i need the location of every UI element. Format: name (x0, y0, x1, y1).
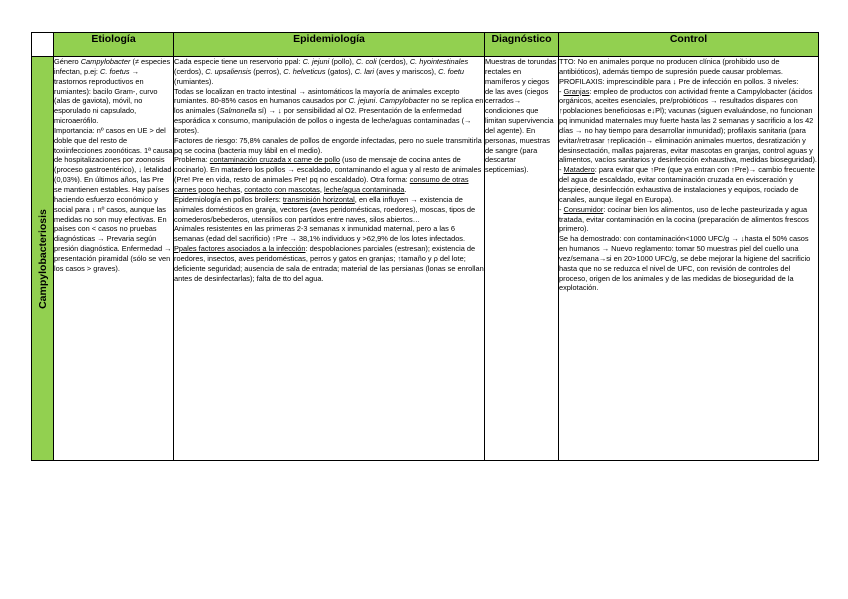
diagnostico-cell (485, 57, 559, 461)
text-segment: sí) → ↓ por sensibilidad al O2. Presentación de la enfermedad esporádica x consumo, manipulación de pollos o ingesta de leche/aguas contaminadas (→ brotes). (174, 106, 472, 135)
text-segment: (gatos), (325, 66, 355, 76)
epidemiologia-cell (174, 57, 485, 461)
header-control: Control (559, 33, 819, 57)
text-segment: (uso de mensaje de cocina antes de cocinarlo). En matadero los pollos → escaldado, contaminando el agua y al resto de animales (Pre! Pre en vida, resto de animales Pre! pq no escaldado). Otra forma: (174, 155, 482, 185)
header-epidemiologia: Epidemiología (174, 33, 485, 57)
text-segment: Género (54, 57, 81, 66)
text-segment: : para evitar que ↑Pre (que ya entran con ↑Pre)→ cambio frecuente del agua de escaldado, evitar contaminación cruzada en evisceración y despiece, desinfección exhaustiva de instalaciones y equipos, rociado de canales, aunque ilegal en Europa). (559, 165, 815, 204)
italic-segment: C. jejuni (348, 96, 376, 106)
text-segment: Animales resistentes en las primeras 2-3 semanas x inmunidad maternal, pero a las 6 semanas (edad del sacrificio) ↑Pre → 38,1% individuos y >62,9% de los lotes infectados. (174, 224, 466, 244)
italic-segment: C. helveticus (283, 66, 326, 76)
italic-segment: C. foetus (100, 66, 130, 76)
text-segment: (rumiantes). (174, 76, 214, 86)
text-segment: Cada especie tiene un reservorio ppal: (174, 57, 303, 66)
italic-segment: C. hyointestinales (409, 57, 469, 66)
underlined-segment: contaminación cruzada x carne de pollo (209, 155, 340, 165)
text-segment: - (559, 86, 564, 96)
italic-segment: Campylobacter (379, 96, 430, 106)
underlined-segment: leche/agua contaminada (323, 184, 405, 194)
text-segment: (perros), (251, 66, 284, 76)
epidemiologia-broilers (174, 195, 484, 225)
etiologia-paragraph (54, 57, 173, 126)
underlined-segment: Ppales factores asociados a la infección (174, 244, 306, 254)
row-label-cell (32, 57, 54, 461)
italic-segment: C. lari (354, 66, 375, 76)
text-segment: Problema: (174, 155, 210, 165)
control-cell (559, 57, 819, 461)
control-tto: TTO: No en animales porque no producen clínica (prohibido uso de antibióticos), además tiempo de supresión puede causar problemas. (559, 57, 783, 76)
epidemiologia-localization (174, 87, 484, 136)
control-matadero (559, 165, 818, 204)
header-etiologia: Etiología (54, 33, 174, 57)
text-segment: , en ella influyen → existencia de animales domésticos en granja, vectores (aves peridomésticas, roedores), moscas, tipos de comederos/bebederos, utensilios con partidos entre naves, silos abiertos… (174, 194, 476, 224)
text-segment: . (404, 184, 407, 194)
control-reglamento: Se ha demostrado: con contaminación<1000 UFC/g → ↓hasta el 50% casos en humanos → Nuevo reglamento: tomar 50 muestras piel del cuello una vez/semana→si en 20>1000 UFC/g, se debe mejorar la higiene del sacrificio hasta que no se reduzca el nivel de UFC, con revisión de controles del proceso, origen de los animales y de las medidas de bioseguridad de la explotación. (559, 234, 811, 293)
control-granjas (559, 87, 818, 166)
row-label: Campylobacteriosis (36, 208, 49, 309)
text-segment: , (240, 184, 245, 194)
control-profilaxis: PROFILAXIS: imprescindible para ↓ Pre de infección en pollos. 3 niveles: (559, 76, 799, 86)
text-segment: - (559, 165, 564, 175)
italic-segment: C. coli (356, 57, 377, 66)
text-segment: (cerdos), (174, 66, 206, 76)
text-segment: (pollo), (329, 57, 356, 66)
text-segment: (aves y mariscos), (374, 66, 439, 76)
etiologia-importance: Importancia: nº casos en UE > del doble que del resto de toxiinfecciones zoonóticas. 1ª causa de hospitalizaciones por zoonosis (proceso gastroentérico), ↓ letalidad (0,03%). En últimos años, las Pre se mantienen estables. Hay países haciendo esfuerzo económico y social para ↓ nº casos, aunque las medidas no son muy efectivas. En países con < casos no pruebas diagnósticas → Prevaria según presión diagnóstica. Enfermedad → presentación piramidal (sólo se ven los casos > graves). (54, 125, 173, 273)
text-segment: (≠ especies infectan, p.ej: (54, 57, 171, 76)
italic-segment: C. upsaliensis (205, 66, 252, 76)
text-segment: - (559, 204, 564, 214)
text-segment: (cerdos), (376, 57, 410, 66)
underlined-segment: transmisión horizontal (282, 194, 355, 204)
header-row (32, 33, 819, 57)
epidemiologia-risk-factors: Factores de riesgo: 75,8% canales de pollos de engorde infectadas, pero no suele transmitirla pq se cocina (bacteria muy lábil en el medio). (174, 135, 482, 155)
underlined-segment: consumo de otras carnes poco hechas (174, 175, 469, 194)
italic-segment: C. jejuni (302, 57, 330, 66)
text-segment: : empleo de productos con actividad frente a Campylobacter (ácidos orgánicos, aceites esenciales, pre/probióticos → resultados dispares con ↑poblaciones beneficiosas e↓Pl); vacunas (siguen evaluándose, no funcionan pq inmunidad maternales muy fuerte hasta las 2 semanas y sacrificio a los 42 días → no hay tiempo para desarrollar inmunidad); profilaxis sanitaria (para evitar/retrasar ↑replicación→ eliminación animales muertos, desratización y desinsectación, mallas pajareras, evitar mascotas en granjas, control aguas y alimentos, vacíos sanitarios y desinfección exhaustiva, medidas bioseguridad). (559, 86, 817, 165)
italic-segment: Campylobacter (80, 57, 131, 66)
table-row (32, 57, 819, 461)
epidemiologia-problem (174, 155, 484, 194)
underlined-segment: contacto con mascotas (244, 184, 320, 194)
text-segment: Todas se localizan en tracto intestinal → asintomáticos la mayoría de animales excepto rumiantes. 80-85% casos en humanos causados por (174, 86, 460, 106)
header-diagnostico: Diagnóstico (485, 33, 559, 57)
control-consumidor (559, 205, 818, 235)
underlined-segment: Matadero (563, 165, 595, 175)
text-segment: no se replica en los animales ( (174, 96, 484, 116)
underlined-segment: Consumidor (563, 204, 604, 214)
italic-segment: Salmonella (219, 106, 257, 116)
zoonosis-table (31, 32, 819, 461)
text-segment: , (319, 184, 324, 194)
text-segment: : despoblaciones parciales (estresan); existencia de roedores, insectos, aves peridomésticas, perros y gatos en granjas; ↑tamaño y ρ del lote; deficiente seguridad; ausencia de sala de entrada; material de las persianas (lonas se enrollan antes de desinfectarlas); falta de tto del agua. (174, 244, 484, 283)
corner-cell (32, 33, 54, 57)
text-segment: Epidemiología en pollos broilers: (174, 194, 283, 204)
diagnostico-paragraph: Muestras de torundas rectales en mamíferos y ciegos de las aves (ciegos cerrados→ condiciones que limitan supervivencia del agente). En personas, muestras de sangre (para descartar septicemias). (485, 57, 557, 175)
etiologia-cell (54, 57, 174, 461)
epidemiologia-reservoirs (174, 57, 484, 87)
underlined-segment: Granjas (563, 86, 590, 96)
text-segment: : cocinar bien los alimentos, uso de leche pasteurizada y agua tratada, evitar contaminación en la cocina (preparación de alimentos frescos primero). (559, 204, 809, 234)
epidemiologia-resistance (174, 224, 484, 283)
italic-segment: C. foetu (438, 66, 465, 76)
text-segment: → trastornos reproductivos en rumiantes): bacilo Gram-, curvo (alas de gaviota), móvil, no esporulado ni capsulado, microaerófilo. (54, 66, 158, 126)
text-segment: . (375, 96, 380, 106)
